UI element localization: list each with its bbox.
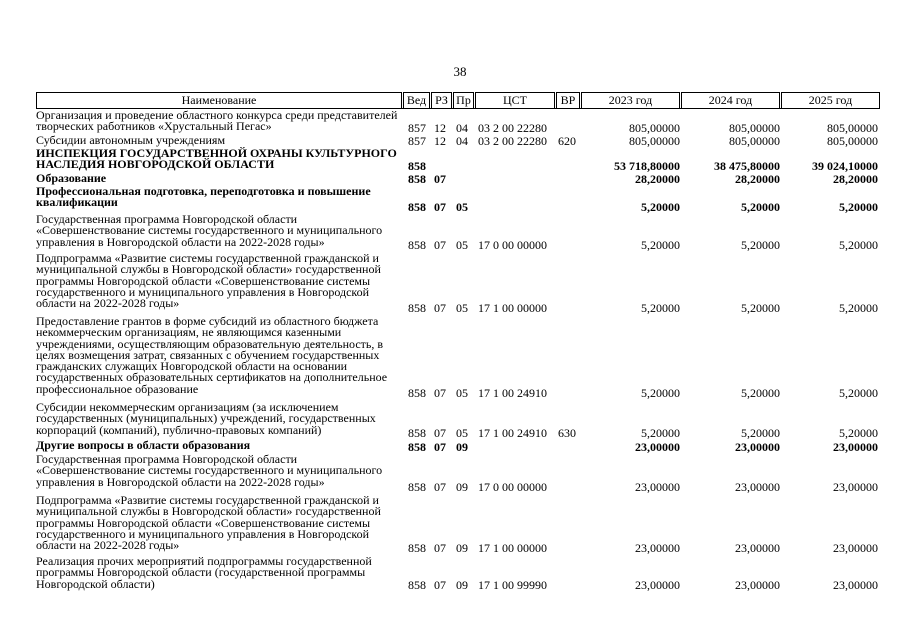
row-ved: 858 xyxy=(408,159,426,173)
row-pr: 09 xyxy=(456,440,468,454)
row-pr: 04 xyxy=(456,134,468,148)
row-2024: 5,20000 xyxy=(741,238,780,252)
row-ved: 858 xyxy=(408,301,426,315)
table-row xyxy=(36,186,880,214)
row-name: Организация и проведение областного конкурса среди представителей творческих работников «Хрустальный Пегас» xyxy=(36,108,398,134)
row-rz: 12 xyxy=(434,134,446,148)
row-ved: 858 xyxy=(408,541,426,555)
row-2023: 23,00000 xyxy=(635,578,680,592)
row-ved: 858 xyxy=(408,386,426,400)
row-rz: 07 xyxy=(434,238,446,252)
row-2024: 5,20000 xyxy=(741,426,780,440)
row-rz: 07 xyxy=(434,578,446,592)
header-2025: 2025 год xyxy=(781,92,880,109)
row-pr: 05 xyxy=(456,386,468,400)
row-pr: 09 xyxy=(456,578,468,592)
row-2024: 23,00000 xyxy=(735,480,780,494)
row-2024: 23,00000 xyxy=(735,578,780,592)
table-row xyxy=(36,110,880,135)
header-ved: Вед xyxy=(403,92,430,109)
row-name: Государственная программа Новгородской области «Совершенствование системы государственного и муниципального управления в Новгородской области на 2022-2028 годы» xyxy=(36,212,383,249)
header-2023: 2023 год xyxy=(581,92,680,109)
row-rz: 07 xyxy=(434,386,446,400)
row-2025: 23,00000 xyxy=(833,440,878,454)
row-2024: 5,20000 xyxy=(741,301,780,315)
header-vr: ВР xyxy=(556,92,580,109)
row-2025: 5,20000 xyxy=(839,200,878,214)
row-name: Профессиональная подготовка, переподготовка и повышение квалификации xyxy=(36,184,371,210)
row-ved: 858 xyxy=(408,200,426,214)
row-2024: 23,00000 xyxy=(735,541,780,555)
row-ved: 858 xyxy=(408,426,426,440)
row-rz: 07 xyxy=(434,426,446,440)
row-name: Субсидии некоммерческим организациям (за исключением государственных (муниципальных) учреждений, государственных корпораций (компаний), публично-правовых компаний) xyxy=(36,400,376,437)
header-2024: 2024 год xyxy=(681,92,780,109)
row-cst: 03 2 00 22280 xyxy=(478,134,547,148)
table-row xyxy=(36,402,880,440)
row-2025: 5,20000 xyxy=(839,426,878,440)
row-pr: 04 xyxy=(456,121,468,135)
row-2025: 39 024,10000 xyxy=(812,159,878,173)
row-2025: 28,20000 xyxy=(833,172,878,186)
row-rz: 07 xyxy=(434,480,446,494)
row-2023: 5,20000 xyxy=(641,301,680,315)
row-ved: 858 xyxy=(408,238,426,252)
row-pr: 09 xyxy=(456,541,468,555)
row-2023: 23,00000 xyxy=(635,541,680,555)
row-2025: 5,20000 xyxy=(839,301,878,315)
row-2023: 28,20000 xyxy=(635,172,680,186)
row-cst: 03 2 00 22280 xyxy=(478,121,547,135)
row-name: Государственная программа Новгородской области «Совершенствование системы государственного и муниципального управления в Новгородской области на 2022-2028 годы» xyxy=(36,452,383,489)
header-rz: РЗ xyxy=(431,92,452,109)
row-cst: 17 1 00 00000 xyxy=(478,541,547,555)
row-2024: 805,00000 xyxy=(729,134,780,148)
row-2024: 28,20000 xyxy=(735,172,780,186)
row-ved: 858 xyxy=(408,480,426,494)
row-2023: 805,00000 xyxy=(629,121,680,135)
row-name: ИНСПЕКЦИЯ ГОСУДАРСТВЕННОЙ ОХРАНЫ КУЛЬТУРНОГО НАСЛЕДИЯ НОВГОРОДСКОЙ ОБЛАСТИ xyxy=(36,146,397,172)
row-vr: 630 xyxy=(558,426,576,440)
row-pr: 05 xyxy=(456,426,468,440)
row-2025: 805,00000 xyxy=(827,134,878,148)
row-rz: 07 xyxy=(434,301,446,315)
row-rz: 07 xyxy=(434,541,446,555)
row-2024: 805,00000 xyxy=(729,121,780,135)
row-cst: 17 1 00 99990 xyxy=(478,578,547,592)
budget-table xyxy=(36,90,880,590)
row-2025: 23,00000 xyxy=(833,578,878,592)
row-name: Субсидии автономным учреждениям xyxy=(36,133,226,147)
row-2025: 5,20000 xyxy=(839,386,878,400)
row-ved: 858 xyxy=(408,578,426,592)
row-2024: 5,20000 xyxy=(741,386,780,400)
row-2023: 23,00000 xyxy=(635,440,680,454)
row-ved: 858 xyxy=(408,172,426,186)
row-ved: 858 xyxy=(408,440,426,454)
row-2023: 5,20000 xyxy=(641,238,680,252)
row-name: Реализация прочих мероприятий подпрограммы государственной программы Новгородской области (государственной программы Новгородской области) xyxy=(36,554,372,591)
table-row xyxy=(36,253,880,315)
row-name: Подпрограмма «Развитие системы государственной гражданской и муниципальной службы в Новгородской области» государственной программы Новгородской области «Совершенствование системы государственного и муниципального управления в Новгородской области на 2022-2028 годы» xyxy=(36,251,381,311)
row-2024: 38 475,80000 xyxy=(714,159,780,173)
row-rz: 07 xyxy=(434,172,446,186)
table-row xyxy=(36,214,880,252)
row-rz: 12 xyxy=(434,121,446,135)
row-vr: 620 xyxy=(558,134,576,148)
row-name: Подпрограмма «Развитие системы государственной гражданской и муниципальной службы в Новгородской области» государственной программы Новгородской области «Совершенствование системы государственного и муниципального управления в Новгородской области на 2022-2028 годы» xyxy=(36,493,381,553)
header-pr: Пр xyxy=(453,92,474,109)
row-2025: 5,20000 xyxy=(839,238,878,252)
row-pr: 05 xyxy=(456,238,468,252)
row-cst: 17 1 00 24910 xyxy=(478,386,547,400)
row-pr: 05 xyxy=(456,200,468,214)
row-ved: 857 xyxy=(408,134,426,148)
row-pr: 05 xyxy=(456,301,468,315)
header-name: Наименование xyxy=(36,92,402,109)
row-2024: 5,20000 xyxy=(741,200,780,214)
row-2023: 805,00000 xyxy=(629,134,680,148)
row-cst: 17 0 00 00000 xyxy=(478,480,547,494)
row-2025: 805,00000 xyxy=(827,121,878,135)
row-2025: 23,00000 xyxy=(833,480,878,494)
row-cst: 17 1 00 24910 xyxy=(478,426,547,440)
row-2024: 23,00000 xyxy=(735,440,780,454)
table-row xyxy=(36,454,880,494)
row-rz: 07 xyxy=(434,200,446,214)
row-2023: 23,00000 xyxy=(635,480,680,494)
row-ved: 857 xyxy=(408,121,426,135)
row-name: Предоставление грантов в форме субсидий из областного бюджета некоммерческим организациям, не являющимся казенными учреждениями, осуществляющим образовательную деятельность, в целях возмещения затрат, связанных с обучением государственных гражданских служащих Новгородской области на основании государственных образовательных сертификатов на дополнительное профессиональное образование xyxy=(36,314,388,396)
row-2023: 5,20000 xyxy=(641,426,680,440)
row-name: Другие вопросы в области образования xyxy=(36,438,251,452)
row-cst: 17 0 00 00000 xyxy=(478,238,547,252)
row-cst: 17 1 00 00000 xyxy=(478,301,547,315)
table-row xyxy=(36,495,880,555)
row-2023: 5,20000 xyxy=(641,386,680,400)
row-2025: 23,00000 xyxy=(833,541,878,555)
row-pr: 09 xyxy=(456,480,468,494)
header-cst: ЦСТ xyxy=(475,92,555,109)
table-row xyxy=(36,316,880,400)
row-rz: 07 xyxy=(434,440,446,454)
table-row xyxy=(36,148,880,173)
row-2023: 53 718,80000 xyxy=(614,159,680,173)
table-row xyxy=(36,556,880,592)
page-number: 38 xyxy=(453,64,467,79)
row-name: Образование xyxy=(36,171,107,185)
row-2023: 5,20000 xyxy=(641,200,680,214)
